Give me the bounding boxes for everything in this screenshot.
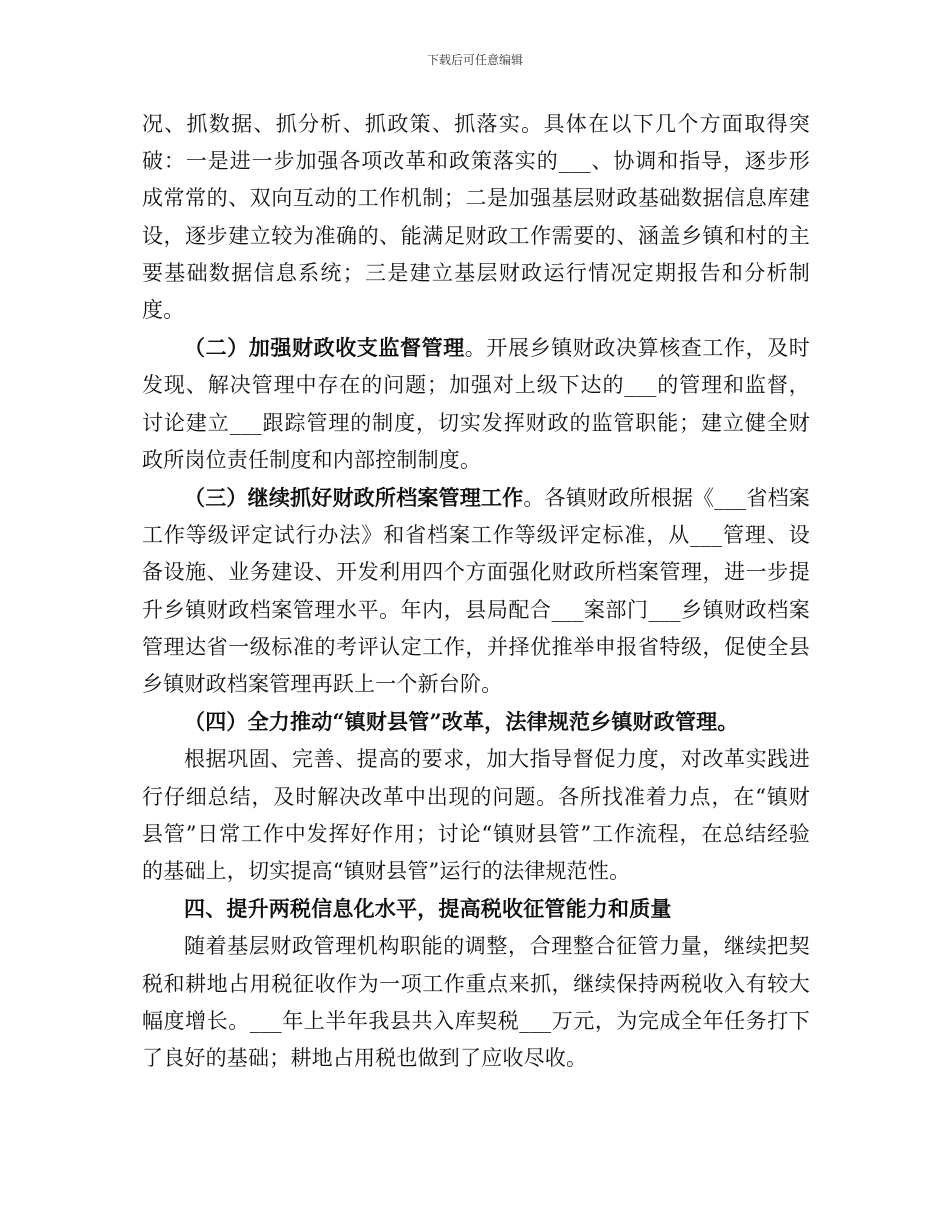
paragraph-1 [142, 106, 810, 329]
paragraph-7 [142, 928, 810, 1077]
paragraph-3-heading: （三）继续抓好财政所档案管理工作 [184, 485, 524, 511]
document-body [142, 106, 810, 1077]
paragraph-5-text: 根据巩固、完善、提高的要求，加大指导督促力度，对改革实践进行仔细总结，及时解决改革中出现的问题。各所找准着力点，在“镇财县管”日常工作中发挥好作用；讨论“镇财县管”工作流程，在总结经验的基础上，切实提高“镇财县管”运行的法律规范性。 [142, 747, 810, 884]
paragraph-3 [142, 479, 810, 703]
paragraph-5 [142, 741, 810, 890]
paragraph-2 [142, 329, 810, 479]
paragraph-2-text: 。开展乡镇财政决算核查工作，及时发现、解决管理中存在的问题；加强对上级下达的___的管理和监督，讨论建立___跟踪管理的制度，切实发挥财政的监管职能；建立健全财政所岗位责任制度和内部控制制度。 [142, 336, 810, 472]
paragraph-7-text: 随着基层财政管理机构职能的调整，合理整合征管力量，继续把契税和耕地占用税征收作为一项工作重点来抓，继续保持两税收入有较大幅度增长。___年上半年我县共入库契税___万元，为完成全年任务打下了良好的基础；耕地占用税也做到了应收尽收。 [142, 934, 810, 1071]
paragraph-6 [142, 890, 810, 928]
paragraph-1-text: 况、抓数据、抓分析、抓政策、抓落实。具体在以下几个方面取得突破：一是进一步加强各项改革和政策落实的___、协调和指导，逐步形成常常的、双向互动的工作机制；二是加强基层财政基础数据信息库建设，逐步建立较为准确的、能满足财政工作需要的、涵盖乡镇和村的主要基础数据信息系统；三是建立基层财政运行情况定期报告和分析制度。 [142, 112, 810, 323]
paragraph-4-heading: （四）全力推动“镇财县管”改革，法律规范乡镇财政管理。 [184, 709, 739, 735]
paragraph-2-heading: （二）加强财政收支监督管理 [184, 335, 465, 361]
paragraph-3-text: 。各镇财政所根据《___省档案工作等级评定试行办法》和省档案工作等级评定标准，从___管理、设备设施、业务建设、开发利用四个方面强化财政所档案管理，进一步提升乡镇财政档案管理水平。年内，县局配合___案部门___乡镇财政档案管理达省一级标准的考评认定工作，并择优推举申报省特级，促使全县乡镇财政档案管理再跃上一个新台阶。 [142, 486, 811, 697]
page-header: 下载后可任意编辑 [426, 53, 523, 67]
section-heading-4: 四、提升两税信息化水平，提高税收征管能力和质量 [184, 896, 672, 922]
paragraph-4 [142, 703, 810, 741]
